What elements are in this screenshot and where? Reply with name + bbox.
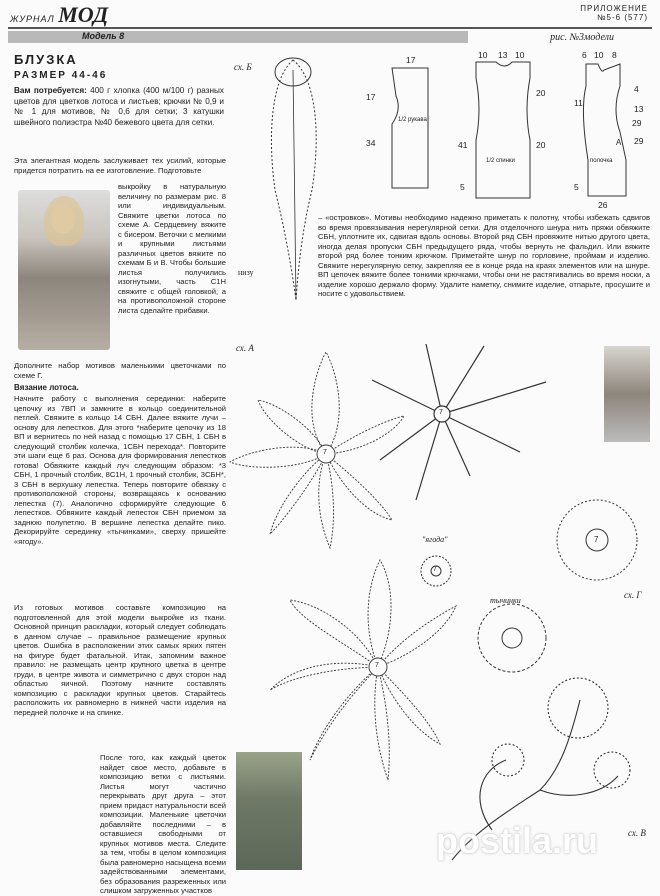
stamen-motif (478, 604, 546, 672)
journal-name: МОД (58, 2, 109, 27)
paragraph-lotus: Начните работу с выполнения серединки: наберите цепочку из 7ВП и замкните в кольцо соединительной петлей. Свяжите в кольцо 14 СБН. Далее вяжите лучи – основу для лепестков. Для этого *наберите цепочку из 18 ВП и вернитесь по ней назад с помощью 17 СБН, 1 СБН в следующий столбик колечка, 1СБН перехода*. Повторите эти шаги еще 6 раз. Основа для формирования лепестков готова! Обвяжите каждый луч следующим образом: *3 СБН, 1 прочный столбик, 8С1Н, 1 прочный столбик, 3СБН*, 3 СБН в верхушку лепестка. Теперь повторите обвязку с противоположной стороны, возвращаясь к основанию лепестка (7). Аналогично сформируйте следующие 6 лепестков. Обвяжите каждый лепесток СБН приемом за заднюю полупетлю. В вершине лепестка делайте пико. Декорируйте серединку «тычинками», сверху пришейте «ягоду». (14, 394, 226, 546)
dim-back-3: 10 (515, 50, 525, 60)
dim-front-6: 11 (574, 98, 583, 108)
label-half-back: 1/2 спинки (486, 158, 515, 164)
dim-front-7: 26 (598, 200, 608, 210)
label-half-sleeve: 1/2 рукава (398, 117, 427, 123)
paragraph-leaves: После того, как каждый цветок найдет свое место, добавьте в композицию ветки с листьями. Листья могут частично перекрывать друг друга – этот прием придаст натуральности всей композиции. Маленькие цветочки добавляйте последними – в оставшиеся свободными от крупных мотивов места. Следите за тем, чтобы в целом композиция была равномерно насыщена всеми задействованными элементами, без образования разреженных или слишком загруженных участков (100, 753, 226, 895)
dim-back-7: 5 (460, 182, 465, 192)
label-center-star: 7 (439, 409, 443, 416)
dim-sleeve-length: 34 (366, 138, 376, 148)
label-berry: "ягода" (422, 535, 448, 544)
dim-back-4: 20 (536, 88, 546, 98)
dim-front-4: 4 (634, 84, 639, 94)
label-scheme-g: сх. Г (624, 590, 642, 600)
issue-number: №5-6 (577) (596, 13, 648, 22)
materials-lead: Вам потребуется: (14, 86, 87, 95)
paragraph-intro: Эта элегантная модель заслуживает тех усилий, которые придется потратить на ее изготовление. Подготовьте (14, 156, 226, 175)
front-pattern (583, 64, 626, 196)
supplement-label: ПРИЛОЖЕНИЕ (580, 4, 648, 13)
label-stamens: тычинки (490, 596, 521, 605)
label-center-g: 7 (594, 535, 599, 544)
label-center-lower: 7 (375, 662, 379, 669)
journal-prefix: ЖУРНАЛ (10, 14, 55, 24)
label-scheme-v: сх. В (628, 828, 646, 838)
dim-back-6: 20 (536, 140, 546, 150)
materials-text: 400 г хлопка (400 м/100 г) разных цветов для цветков лотоса и листьев; крючки № 0,9 и № 1 для мотивов, № 0,6 для сетки; 3 катушки швейного полиэстра №40 бежевого цвета для сетки. (14, 86, 224, 127)
label-scheme-a: сх. А (236, 343, 254, 353)
label-center-a: 7 (323, 449, 327, 456)
star-motif (372, 344, 546, 500)
label-scheme-b: сх. Б (234, 62, 252, 72)
watermark: postila.ru (436, 820, 599, 861)
dim-front-2: 10 (594, 50, 604, 60)
paragraph-finishing: – «островков». Мотивы необходимо надежно приметать к полотну, чтобы избежать сдвигов во время провязывания нерегулярной сетки. Для отделочного шнура нить пряжи обвяжите СБН, уплотните их, сдвигая вдоль основы. Второй ряд СБН провяжите нитью другого цвета, иногда делая пропуски СБН предыдущего ряда, чтобы вернуть не фальдил. Или вяжите второй ряд более тонким крючком. Приметайте шнур по горловине, проймам и изделию. Свяжите нерегулярную сетку, закрепляя ее в конце ряда на краях элементов или на шнуре. ВП цепочек вяжите более тонкими крючками, чтобы они не растягивались во время носки, а изделие хорошо держало форму. Удалите наметку, снимите изделие, отпарьте, просушите и носите с удовольствием. (318, 213, 650, 298)
label-letter-a: А (616, 138, 622, 147)
label-niz: низу (238, 268, 254, 277)
leaf-scheme-b (271, 58, 316, 300)
dim-back-1: 10 (478, 50, 488, 60)
paragraph-composition: Из готовых мотивов составьте композицию на подготовленной для этой модели выкройке из ткани. Основной принцип раскладки, который следует соблюдать в данном случае – правильное размещение крупных цветов. Ошибка в расположении этих самых ярких пятен на фигуре будет фатальной. Итак, запомним важное правило: не размещать центр крупного цветка в центре груди, в центре живота и симметрично с двух сторон над областью яичной. Поэтому начните составлять композицию с раскладки крупных цветов. Старайтесь расположить их равномерно в нижней части изделия на передней полочке и на спинке. (14, 603, 226, 717)
dim-front-1: 6 (582, 50, 587, 60)
sleeve-pattern (392, 68, 428, 188)
dim-sleeve-cap: 17 (366, 92, 376, 102)
article-size: РАЗМЕР 44-46 (14, 70, 108, 81)
label-front: полочка (590, 158, 613, 164)
dim-front-3: 8 (612, 50, 617, 60)
model-label: Модель 8 (82, 31, 125, 41)
back-pattern (476, 62, 530, 198)
dim-back-2: 13 (498, 50, 508, 60)
figure-label: рис. №3модели (550, 32, 614, 43)
paragraph-small-flowers: Дополните набор мотивов маленькими цветочками по схеме Г. (14, 361, 226, 380)
article-title: БЛУЗКА (14, 52, 78, 67)
lotus-scheme-a (230, 352, 404, 548)
label-center-berry: 7 (433, 566, 437, 573)
dim-front-8: 13 (634, 104, 644, 114)
dim-front-10: 5 (574, 182, 579, 192)
dim-front-9: 29 (634, 136, 644, 146)
subheading-lotus: Вязание лотоса. (14, 383, 79, 392)
big-lotus-lower (270, 560, 456, 780)
dim-sleeve-top: 17 (406, 55, 416, 65)
paragraph-pattern: выкройку в натуральную величину по размерам рис. 8 или индивидуальным. Свяжите цветки лотоса по схеме А. Сердцевину вяжите с бисером. Веточки с мелкими и крупными листьями различных цветов вяжите по схемам Б и В. Чтобы большие листья получились изогнутыми, часть С1Н свяжите с общей головкой, а на противоположной стороне листа сделайте прибавки. (118, 182, 226, 315)
dim-front-5: 29 (632, 118, 642, 128)
dim-back-5: 41 (458, 140, 468, 150)
